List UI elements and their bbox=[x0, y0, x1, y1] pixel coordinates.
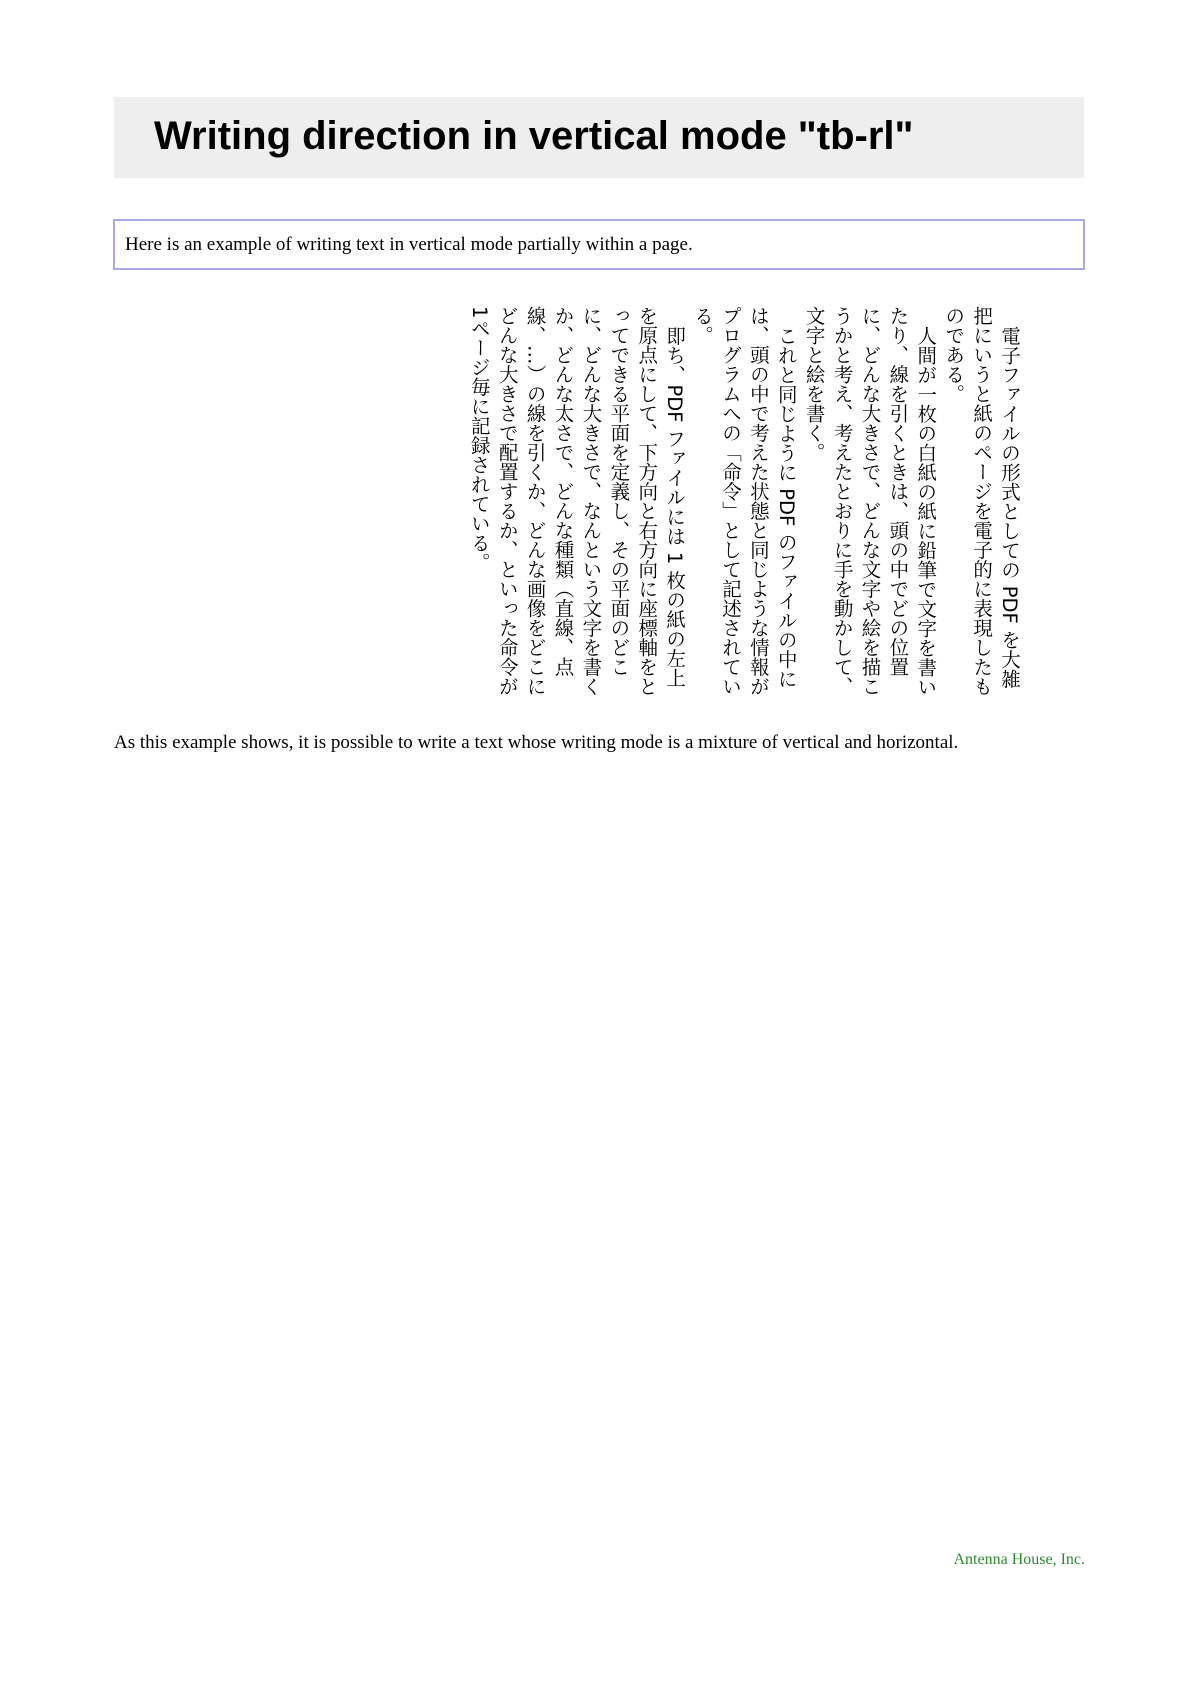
vertical-paragraph-3: これと同じように PDF のファイルの中には、頭の中で考えた状態と同じような情報がプログラムへの「命令」として記述されている。 bbox=[691, 306, 798, 696]
page-title: Writing direction in vertical mode "tb-rl" bbox=[154, 114, 914, 158]
title-band bbox=[114, 97, 1084, 178]
vertical-paragraph-2: 人間が一枚の白紙の紙に鉛筆で文字を書いたり、線を引くときは、頭の中でどの位置に、どんな大きさで、どんな文字や絵を描こうかと考え、考えたとおりに手を動かして、文字と絵を書く。 bbox=[802, 306, 938, 696]
vertical-paragraph-4: 即ち、PDF ファイルには 1 枚の紙の左上を原点にして、下方向と右方向に座標軸をとってできる平面を定義し、その平面のどこに、どんな大きさで、なんという文字を書くか、どんな太さで、どんな種類（直線、点線、…）の線を引くか、どんな画像をどこにどんな大きさで配置するか、といった命令が1ページ毎に記録されている。 bbox=[467, 306, 687, 696]
vertical-text-block bbox=[467, 306, 1023, 698]
vertical-paragraph-1: 電子ファイルの形式としての PDF を大雑把にいうと紙のページを電子的に表現したものである。 bbox=[942, 306, 1021, 696]
outro-text: As this example shows, it is possible to write a text whose writing mode is a mixture of vertical and horizontal. bbox=[114, 732, 959, 753]
intro-box: Here is an example of writing text in vertical mode partially within a page. bbox=[113, 219, 1085, 270]
footer-company: Antenna House, Inc. bbox=[953, 1551, 1085, 1568]
